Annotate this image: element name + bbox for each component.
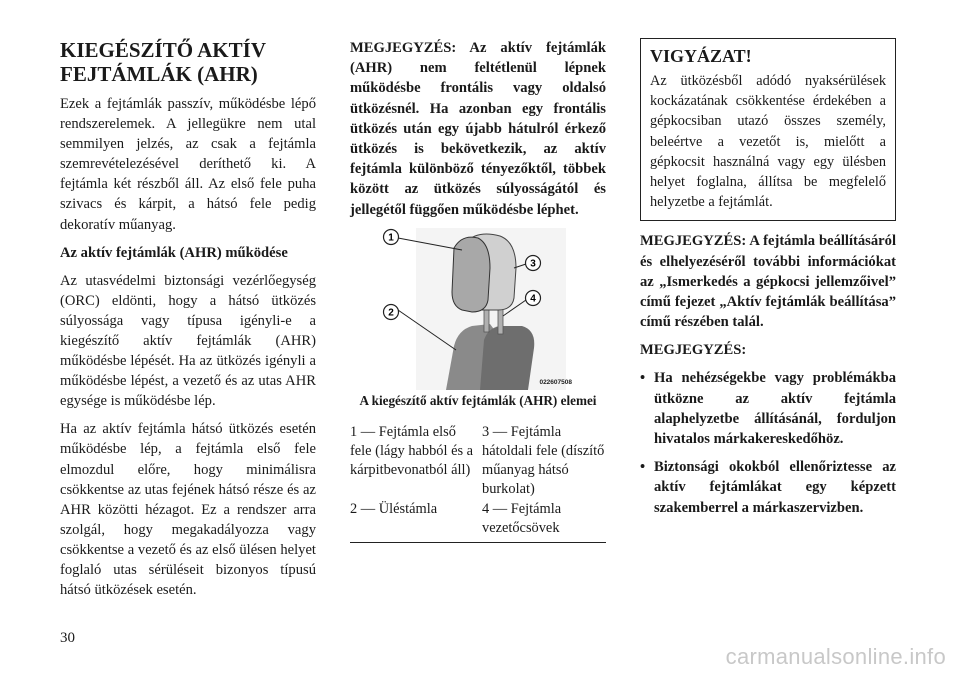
headrest-figure [350,228,606,390]
section-title [60,38,316,86]
legend-divider [350,542,606,543]
legend-item: 3 — Fejtámla hátoldali fele (díszítő műanyag hátsó burkolat) [482,423,605,498]
callout-3: 3 [530,258,536,270]
warning-text: Az ütközésből adódó nyaksérülések kockázatának csökkentése érdekében a gépkocsiban utazó összes személy, beleértve a vezetőt is, mielőtt a gépkocsit használná vagy egy ülésben helyet foglalna, állítsa be megfelelő helyzetbe a fejtámlát. [650,73,886,211]
legend-item: 4 — Fejtámla vezetőcsövek [482,500,562,536]
bullet-icon: • [640,459,646,476]
title-line-2: FEJTÁMLÁK (AHR) [60,62,258,86]
callout-4: 4 [530,293,536,305]
headrest-illustration [350,228,606,390]
list-item [640,368,896,449]
page-number: 30 [60,630,75,646]
legend-item: 2 — Üléstámla [350,500,438,517]
watermark: carmanualsonline.info [725,644,946,669]
title-line-1: KIEGÉSZÍTŐ AKTÍV [60,38,266,62]
note-heading: MEGJEGYZÉS: [640,342,747,359]
callout-1: 1 [388,232,394,244]
figure-legend [350,423,606,538]
legend-item: 1 — Fejtámla első fele (lágy habból és a kárpitbevonatból áll) [350,423,474,479]
figure-code: 022607508 [539,378,572,386]
intro-paragraph: Ezek a fejtámlák passzív, működésbe lépő rendszerelemek. A jellegükre nem utal semmilyen jelzés, az csak a fejtámla szemrevételezésével deríthető ki. A fejtámla két részből áll. Az első fele puha szivacs és kárpit, a hátsó fele pedig dekoratív műanyag. [60,96,316,233]
bullet-text: Ha nehézségekbe vagy problémákba ütközne az aktív fejtámla alaphelyzetbe állításánál, forduljon hivatalos márkakereskedőhöz. [654,370,896,448]
warning-box [640,38,896,221]
adjustment-note: MEGJEGYZÉS: A fejtámla beállításáról és elhelyezéséről további információkat az „Ismerkedés a gépkocsi jellemzőivel” című fejezet „Aktív fejtámlák beállítása” című részében talál. [640,233,896,331]
column-right [640,38,896,526]
bullet-icon: • [640,370,646,387]
column-middle [350,38,606,543]
subheading-ahr-operation: Az aktív fejtámlák (AHR) működése [60,244,288,261]
note-bullet-list [640,368,896,517]
column-left [60,38,316,608]
ahr-note: MEGJEGYZÉS: Az aktív fejtámlák (AHR) nem feltétlenül lépnek működésbe frontális vagy oldalsó ütközésnél. Ha azonban egy frontális ütközés után egy újabb hátulról érkező ütközés is bekövetkezik, az aktív fejtámla különböző tényezőktől, többek között az ütközés súlyosságától és jellegétől függően működésbe léphet. [350,40,606,218]
callout-2: 2 [388,307,394,319]
warning-title: VIGYÁZAT! [650,46,752,66]
rear-impact-paragraph: Ha az aktív fejtámla hátsó ütközés esetén működésbe lép, a fejtámla első fele elmozdul előre, hogy minimálisra csökkentse az utas fejének hátsó része és az AHR közötti hézagot. Ez a rendszer arra szolgál, hogy megakadályozza vagy csökkentse a vezető és az első ülésen helyet foglaló utas sérüléseit bizonyos típusú hátsó ütközések esetén. [60,421,316,599]
bullet-text: Biztonsági okokból ellenőriztesse az aktív fejtámlákat egy képzett szakemberrel a márkaszervizben. [654,459,896,516]
figure-caption: A kiegészítő aktív fejtámlák (AHR) elemei [359,392,597,408]
orc-paragraph: Az utasvédelmi biztonsági vezérlőegység (ORC) eldönti, hogy a hátsó ütközés súlyossága vagy típusa igényli-e a kiegészítő aktív fejtámlák (AHR) működésbe lépését. Ha az ütközés igényli a működésbe lépést, a vezető és az utas AHR egysége is működésbe lép. [60,272,316,410]
list-item [640,457,896,518]
